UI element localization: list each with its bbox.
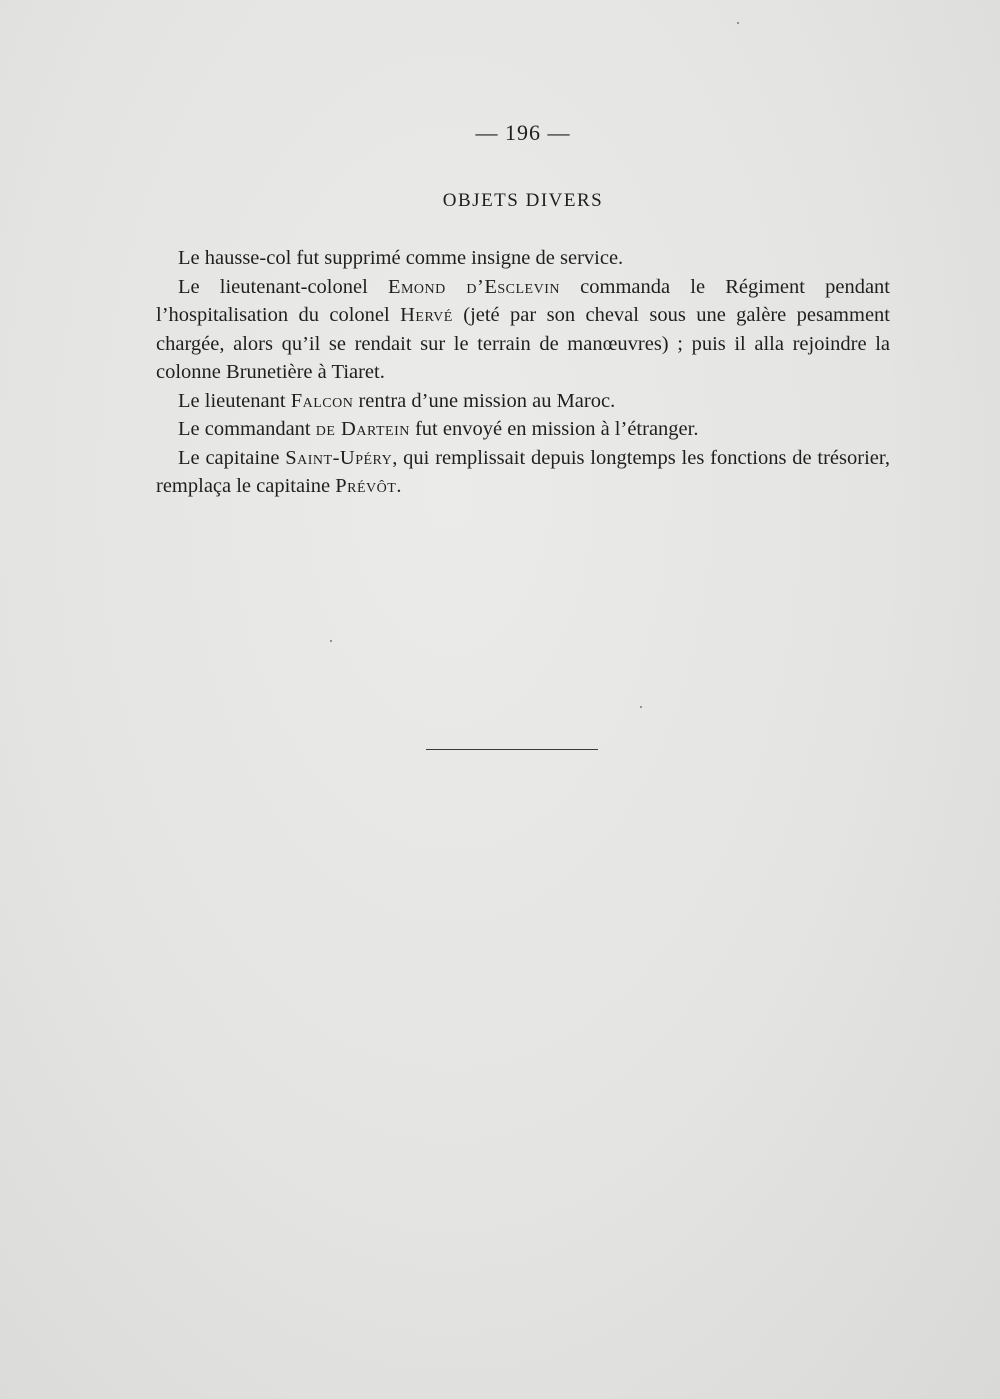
paragraph-falcon [156,387,890,416]
paragraph-hausse-col [156,244,890,273]
text-run: Le lieutenant [178,389,291,412]
person-name: Prévôt [335,475,397,497]
person-name: Emond d’Esclevin [387,275,560,298]
text-run: (jeté par son cheval sous une galère pesamment chargée, alors qu’il se rendait sur le terrain de manœuvres) ; puis il alla rejoindre la colonne Brunetière à Tiaret. [156,304,890,383]
person-name: de Dartein [315,418,410,440]
paragraph-saint-upery [156,444,890,501]
paper-speck [737,22,739,24]
page-number: — 196 — [475,120,571,145]
text-run: Le lieutenant-colonel [178,275,388,298]
text-run: fut envoyé en mission à l’étranger. [409,418,699,440]
section-end-rule [426,749,598,750]
text-run: Le capitaine [178,446,286,469]
person-name: Hervé [400,304,453,326]
text-run: rentra d’une mission au Maroc. [353,389,616,412]
text-run: Le hausse-col fut supprimé comme insigne de service. [178,247,624,269]
text-run: , qui remplissait depuis longtemps les fonctions de trésorier, remplaça le capitaine [156,446,891,497]
paragraph-emond [156,273,890,387]
person-name: Saint-Upéry [285,446,393,469]
paragraph-dartein [156,415,890,444]
body-text [156,244,890,501]
paper-speck [640,706,642,708]
text-run: . [396,475,402,497]
paper-speck [330,640,332,642]
text-run: commanda le Régiment pendant l’hospitalisation du colonel [156,275,890,326]
text-run: Le commandant [178,418,316,440]
person-name: Falcon [290,389,354,412]
section-title: OBJETS DIVERS [442,190,604,211]
